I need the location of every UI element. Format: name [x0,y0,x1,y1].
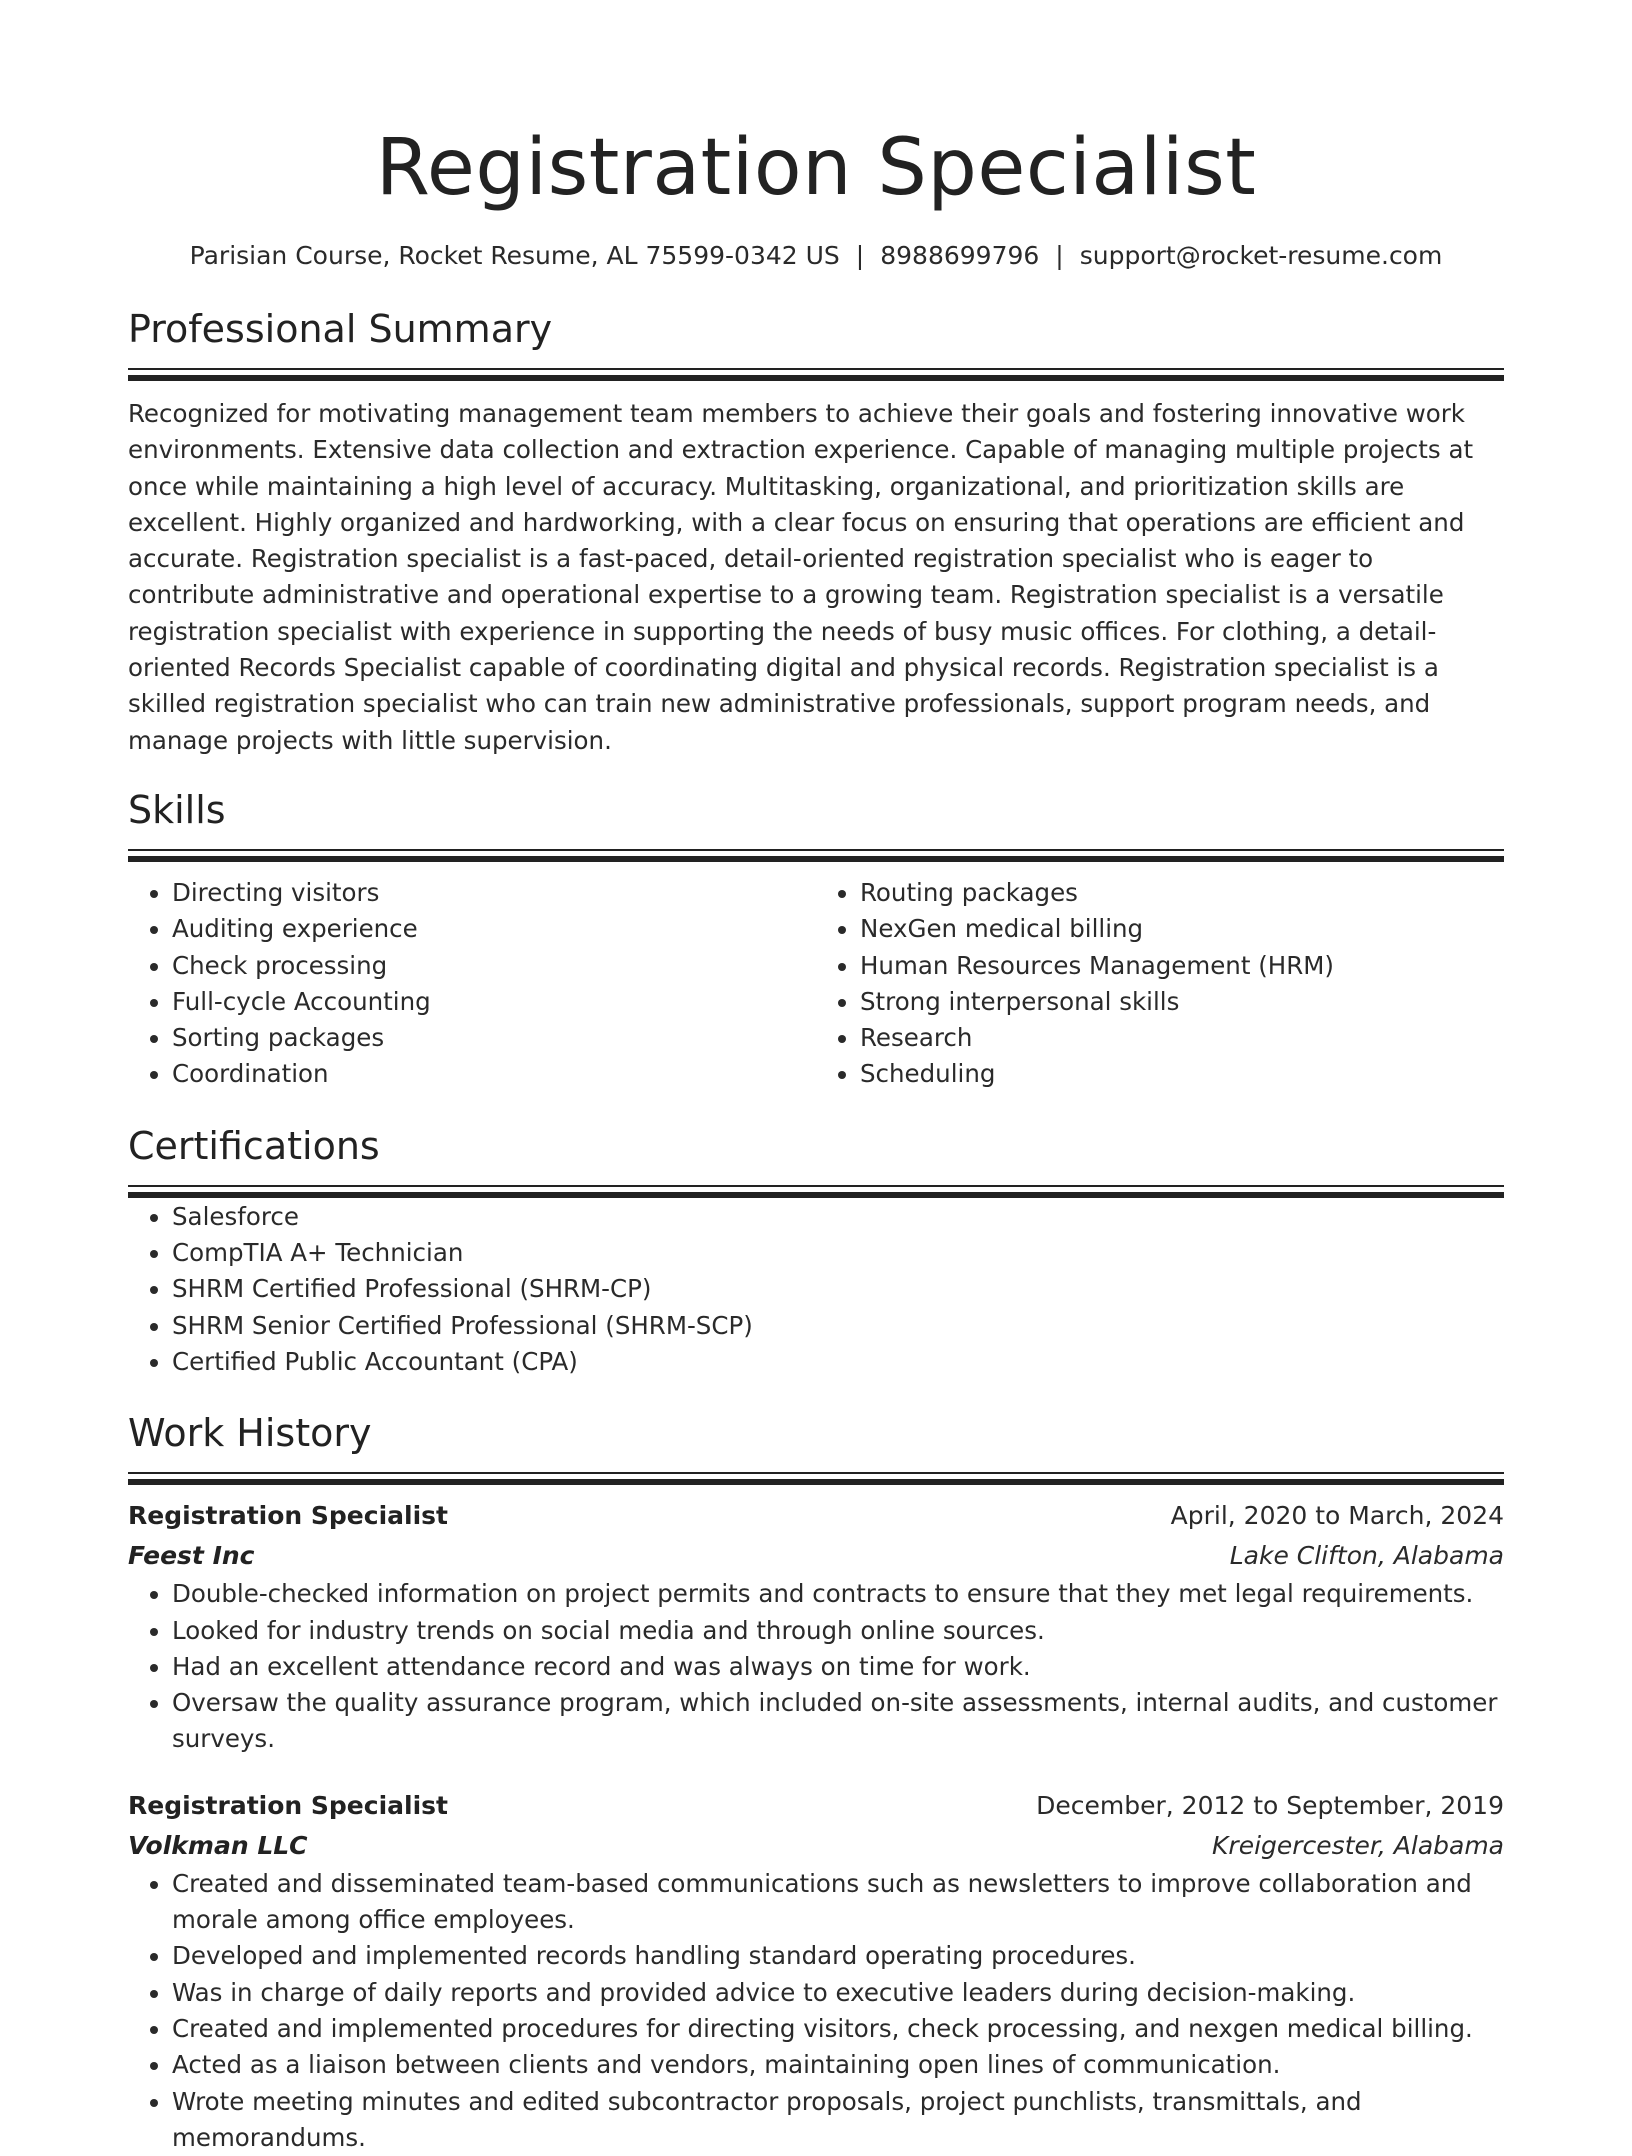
certification-item: • Certified Public Accountant (CPA) [172,1344,1504,1380]
skill-item: • Auditing experience [172,911,816,947]
skills-section [128,787,1504,1093]
contact-separator: | [1055,238,1063,274]
job-location: Lake Clifton, Alabama [1230,1536,1504,1576]
job-header [128,1786,1504,1826]
job-bullet: • Created and disseminated team-based communications such as newsletters to improve collaboration and morale among office employees. [172,1866,1504,1939]
contact-email[interactable]: support@rocket-resume.com [1080,241,1443,270]
job-subheader [128,1826,1504,1866]
job-bullet: • Created and implemented procedures for directing visitors, check processing, and nexgen medical billing. [172,2011,1504,2047]
job-company: Volkman LLC [128,1826,308,1866]
certification-item: • CompTIA A+ Technician [172,1235,1504,1271]
job-header [128,1496,1504,1536]
contact-phone: 8988699796 [880,241,1039,270]
skill-item: • Scheduling [860,1056,1504,1092]
job-bullet: • Acted as a liaison between clients and vendors, maintaining open lines of communication. [172,2047,1504,2083]
job-bullets [128,1866,1504,2156]
section-title-certifications: Certifications [128,1123,1504,1169]
certifications-list [128,1199,1504,1380]
skill-item: • Directing visitors [172,875,816,911]
section-divider [128,1185,1504,1199]
contact-address: Parisian Course, Rocket Resume, AL 75599-0342 US [190,241,840,270]
job-dates: December, 2012 to September, 2019 [1036,1786,1504,1826]
section-divider [128,368,1504,382]
skill-item: • Research [860,1020,1504,1056]
job-bullet: • Developed and implemented records handling standard operating procedures. [172,1938,1504,1974]
work-history-section [128,1410,1504,2156]
skills-grid [128,875,1504,1093]
certification-item: • Salesforce [172,1199,1504,1235]
section-divider [128,1472,1504,1486]
section-title-work-history: Work History [128,1410,1504,1456]
job-entry [128,1786,1504,2156]
job-bullet: • Had an excellent attendance record and was always on time for work. [172,1649,1504,1685]
skill-item: • NexGen medical billing [860,911,1504,947]
candidate-name: Registration Specialist [128,0,1504,218]
contact-separator: | [856,238,864,274]
section-divider [128,849,1504,863]
job-dates: April, 2020 to March, 2024 [1171,1496,1504,1536]
job-title: Registration Specialist [128,1496,448,1536]
section-title-skills: Skills [128,787,1504,833]
skill-item: • Strong interpersonal skills [860,984,1504,1020]
job-bullet: • Was in charge of daily reports and provided advice to executive leaders during decision-making. [172,1975,1504,2011]
job-bullet: • Looked for industry trends on social media and through online sources. [172,1613,1504,1649]
skill-item: • Sorting packages [172,1020,816,1056]
section-title-summary: Professional Summary [128,306,1504,352]
job-bullets [128,1576,1504,1757]
job-bullet: • Oversaw the quality assurance program, which included on-site assessments, internal audits, and customer surveys. [172,1685,1504,1758]
resume-page [128,0,1504,2156]
skill-item: • Check processing [172,948,816,984]
certification-item: • SHRM Certified Professional (SHRM-CP) [172,1271,1504,1307]
job-bullet: • Wrote meeting minutes and edited subcontractor proposals, project punchlists, transmittals, and memorandums. [172,2084,1504,2156]
summary-section [128,306,1504,759]
skill-item: • Routing packages [860,875,1504,911]
summary-text: Recognized for motivating management team members to achieve their goals and fostering innovative work environments. Extensive data collection and extraction experience. Capable of managing multiple projects at once while maintaining a high level of accuracy. Multitasking, organizational, and prioritization skills are excellent. Highly organized and hardworking, with a clear focus on ensuring that operations are efficient and accurate. Registration specialist is a fast-paced, detail-oriented registration specialist who is eager to contribute administrative and operational expertise to a growing team. Registration specialist is a versatile registration specialist with experience in supporting the needs of busy music offices. For clothing, a detail-oriented Records Specialist capable of coordinating digital and physical records. Registration specialist is a skilled registration specialist who can train new administrative professionals, support program needs, and manage projects with little supervision. [128,396,1504,759]
skill-item: • Full-cycle Accounting [172,984,816,1020]
job-subheader [128,1536,1504,1576]
certification-item: • SHRM Senior Certified Professional (SHRM-SCP) [172,1308,1504,1344]
skill-item: • Human Resources Management (HRM) [860,948,1504,984]
job-company: Feest Inc [128,1536,255,1576]
contact-line [128,238,1504,274]
skill-item: • Coordination [172,1056,816,1092]
skills-list-right [816,875,1504,1093]
job-title: Registration Specialist [128,1786,448,1826]
job-bullet: • Double-checked information on project permits and contracts to ensure that they met legal requirements. [172,1576,1504,1612]
certifications-section [128,1123,1504,1380]
job-entry [128,1496,1504,1757]
job-location: Kreigercester, Alabama [1212,1826,1504,1866]
skills-list-left [128,875,816,1093]
